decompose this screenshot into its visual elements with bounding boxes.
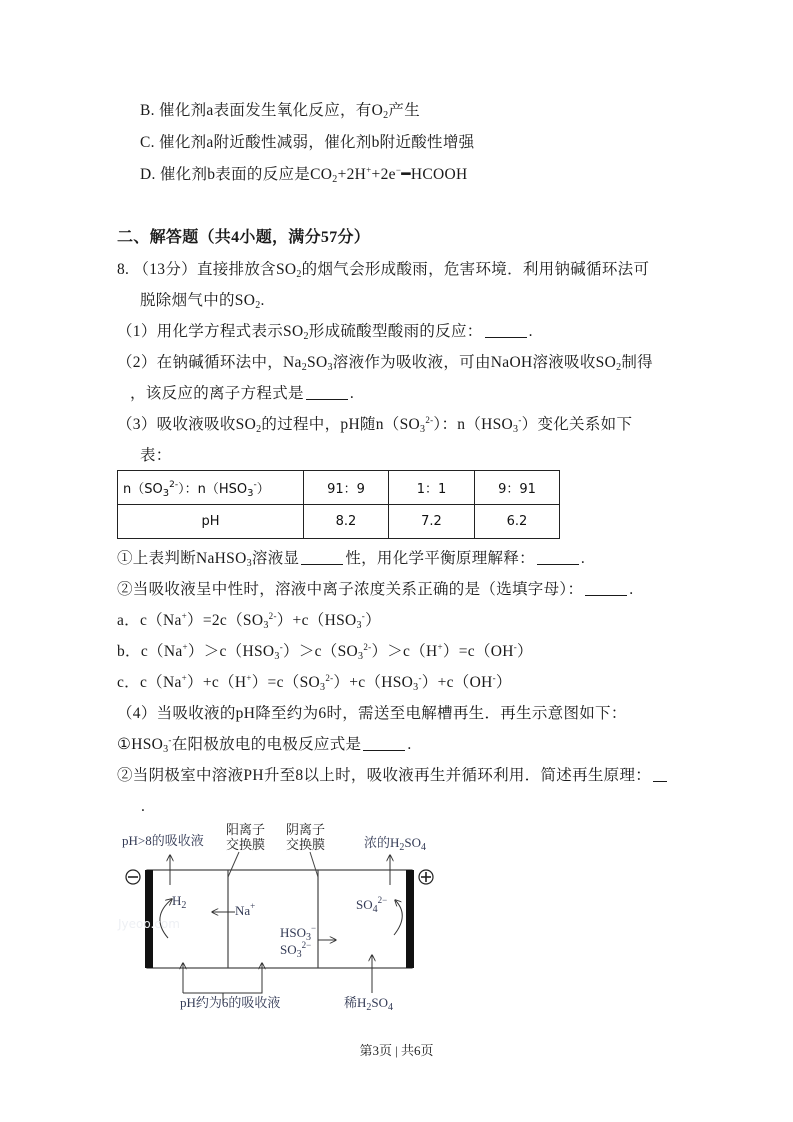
- table-row: [118, 505, 560, 539]
- anode-electrode: [406, 870, 414, 968]
- sub-question-1: ①上表判断NaHSO$_3$溶液显 性，用化学平衡原理解释： .: [117, 550, 586, 569]
- section-title: 二、解答题（共4小题，满分57分）: [117, 229, 371, 246]
- part-3-line2: 表：: [140, 447, 172, 464]
- anode-plus-icon: [419, 870, 433, 884]
- ratio-ph-table: [117, 470, 560, 539]
- choice-a: a．$c(Na^+)=2c(SO_3^{2-})+c(HSO_3^-)$: [117, 611, 381, 631]
- cation-membrane-pointer: [228, 852, 239, 877]
- part-2-line2: ，该反应的离子方程式是 .: [130, 385, 354, 402]
- question-8-intro: 8. （13分）直接排放含$SO_2$的烟气会形成酸雨，危害环境．利用钠碱循环法可: [117, 261, 650, 280]
- question-score: （13分）: [133, 261, 197, 278]
- part-4: （4）当吸收液的pH降至约为6时，需送至电解槽再生．再生示意图如下：: [117, 705, 627, 722]
- part-4-question-2-end: .: [141, 798, 146, 815]
- question-8-intro-line2: 脱除烟气中的$SO_2$.: [140, 292, 265, 311]
- option-d: D. 催化剂b表面的反应是$CO_2+2H^++2e^-━HCOOH$: [140, 165, 468, 185]
- cathode-minus-icon: [126, 870, 140, 884]
- label-so4-ion: $SO_4^{2-}$: [356, 895, 388, 915]
- part-1: （1）用化学方程式表示$SO_2$形成硫酸型酸雨的反应： .: [117, 323, 533, 342]
- page-footer: 第3页 | 共6页: [359, 1043, 434, 1058]
- table-row: [118, 471, 560, 505]
- table-cell: 7.2: [389, 505, 475, 539]
- option-c: C. 催化剂a附近酸性减弱，催化剂b附近酸性增强: [140, 134, 475, 151]
- table-cell: 91：9: [304, 471, 389, 505]
- table-header-cell: pH: [118, 505, 304, 539]
- label-h2: $H_2$: [172, 893, 187, 911]
- table-cell: 8.2: [304, 505, 389, 539]
- label-hso3-ion: $HSO_3^-$: [280, 923, 317, 943]
- option-b: B. 催化剂a表面发生氧化反应，有$O_2$产生: [140, 102, 421, 121]
- label-ph-above-8: pH>8的吸收液: [122, 833, 204, 848]
- choice-b: b．$c(Na^+)>c(HSO_3^-)>c(SO_3^{2-})>c(H^+)=c(OH^-)$: [117, 642, 533, 662]
- so4-curved-arrow: [394, 900, 402, 935]
- table-cell: 9：91: [475, 471, 560, 505]
- label-anion-membrane: 阴离子 交换膜: [286, 823, 326, 853]
- answer-blank[interactable]: [537, 550, 579, 565]
- label-dilute-h2so4: 稀$H_2SO_4$: [344, 995, 394, 1013]
- label-so3-ion: $SO_3^{2-}$: [280, 940, 312, 960]
- part-2: （2）在钠碱循环法中，$Na_2SO_3$溶液作为吸收液，可由NaOH溶液吸收$SO_2$制得: [117, 354, 653, 373]
- table-cell: 1：1: [389, 471, 475, 505]
- anion-membrane-pointer: [310, 852, 318, 877]
- label-concentrated-h2so4: 浓的$H_2SO_4$: [364, 835, 427, 853]
- electrolysis-diagram: [110, 815, 450, 1015]
- watermark: Jyeoo.com: [118, 917, 180, 931]
- answer-blank[interactable]: [485, 323, 527, 338]
- answer-blank[interactable]: [306, 385, 348, 400]
- answer-blank[interactable]: [653, 767, 667, 782]
- label-na-ion: Na+: [235, 901, 256, 918]
- part-3: （3）吸收液吸收$SO_2$的过程中，pH随$n(SO_3^{2-})$：$n(HSO_3^-)$变化关系如下: [117, 415, 633, 435]
- label-cation-membrane: 阳离子 交换膜: [226, 823, 266, 853]
- part-4-question-1: $①HSO_3^-$在阳极放电的电极反应式是 .: [117, 735, 412, 755]
- sub-question-2: ②当吸收液呈中性时，溶液中离子浓度关系正确的是（选填字母）： .: [117, 581, 634, 598]
- label-ph-about-6: pH约为6的吸收液: [180, 995, 281, 1010]
- table-header-cell: $n(SO_3^{2-})$：$n(HSO_3^-)$: [118, 471, 304, 505]
- answer-blank[interactable]: [585, 581, 627, 596]
- table-cell: 6.2: [475, 505, 560, 539]
- answer-blank[interactable]: [363, 736, 405, 751]
- question-number: 8.: [117, 261, 130, 278]
- answer-blank[interactable]: [301, 550, 343, 565]
- part-4-question-2: ②当阴极室中溶液PH升至8以上时，吸收液再生并循环利用．简述再生原理：: [117, 766, 669, 786]
- choice-c: c．$c(Na^+)+c(H^+)=c(SO_3^{2-})+c(HSO_3^-)+c(OH^-)$: [117, 673, 512, 693]
